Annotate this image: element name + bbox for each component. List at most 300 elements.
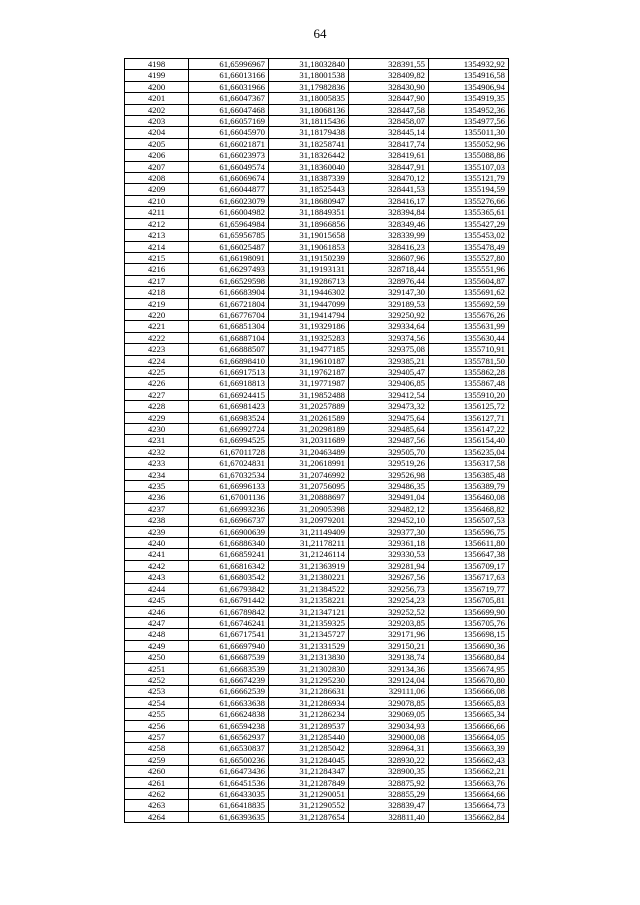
x-coordinate-cell: 329250,92 — [349, 309, 429, 320]
longitude-cell: 31,21287654 — [269, 811, 349, 822]
point-number-cell: 4227 — [125, 389, 189, 400]
table-row — [125, 800, 509, 811]
y-coordinate-cell: 1355121,79 — [429, 173, 509, 184]
point-number-cell: 4239 — [125, 526, 189, 537]
point-number-cell: 4225 — [125, 366, 189, 377]
point-number-cell: 4209 — [125, 184, 189, 195]
point-number-cell: 4246 — [125, 606, 189, 617]
latitude-cell: 61,66021871 — [189, 138, 269, 149]
x-coordinate-cell: 328445,14 — [349, 127, 429, 138]
y-coordinate-cell: 1356125,72 — [429, 401, 509, 412]
x-coordinate-cell: 328839,47 — [349, 800, 429, 811]
table-row — [125, 138, 509, 149]
point-number-cell: 4243 — [125, 572, 189, 583]
point-number-cell: 4256 — [125, 720, 189, 731]
longitude-cell: 31,19762187 — [269, 366, 349, 377]
point-number-cell: 4204 — [125, 127, 189, 138]
x-coordinate-cell: 328900,35 — [349, 766, 429, 777]
latitude-cell: 61,65996967 — [189, 59, 269, 70]
table-row — [125, 287, 509, 298]
longitude-cell: 31,18115436 — [269, 116, 349, 127]
point-number-cell: 4232 — [125, 446, 189, 457]
longitude-cell: 31,20257889 — [269, 401, 349, 412]
longitude-cell: 31,19771987 — [269, 378, 349, 389]
point-number-cell: 4223 — [125, 344, 189, 355]
latitude-cell: 61,66886340 — [189, 538, 269, 549]
latitude-cell: 61,66047367 — [189, 93, 269, 104]
latitude-cell: 61,66966737 — [189, 515, 269, 526]
longitude-cell: 31,20905398 — [269, 503, 349, 514]
x-coordinate-cell: 328447,91 — [349, 161, 429, 172]
longitude-cell: 31,21284347 — [269, 766, 349, 777]
point-number-cell: 4210 — [125, 195, 189, 206]
table-row — [125, 697, 509, 708]
table-row — [125, 766, 509, 777]
longitude-cell: 31,21358221 — [269, 595, 349, 606]
point-number-cell: 4199 — [125, 70, 189, 81]
table-row — [125, 389, 509, 400]
longitude-cell: 31,20311689 — [269, 435, 349, 446]
point-number-cell: 4219 — [125, 298, 189, 309]
longitude-cell: 31,21359325 — [269, 617, 349, 628]
point-number-cell: 4236 — [125, 492, 189, 503]
x-coordinate-cell: 328349,46 — [349, 218, 429, 229]
table-row — [125, 355, 509, 366]
y-coordinate-cell: 1356127,71 — [429, 412, 509, 423]
latitude-cell: 61,66662539 — [189, 686, 269, 697]
x-coordinate-cell: 329361,18 — [349, 538, 429, 549]
x-coordinate-cell: 329406,85 — [349, 378, 429, 389]
longitude-cell: 31,21290051 — [269, 789, 349, 800]
point-number-cell: 4216 — [125, 264, 189, 275]
point-number-cell: 4212 — [125, 218, 189, 229]
latitude-cell: 61,66687539 — [189, 652, 269, 663]
table-row — [125, 195, 509, 206]
y-coordinate-cell: 1356705,76 — [429, 617, 509, 628]
x-coordinate-cell: 328930,22 — [349, 754, 429, 765]
table-row — [125, 526, 509, 537]
latitude-cell: 61,65964984 — [189, 218, 269, 229]
table-row — [125, 674, 509, 685]
longitude-cell: 31,20298189 — [269, 424, 349, 435]
table-row — [125, 184, 509, 195]
point-number-cell: 4226 — [125, 378, 189, 389]
table-row — [125, 720, 509, 731]
latitude-cell: 61,66816342 — [189, 560, 269, 571]
x-coordinate-cell: 329334,64 — [349, 321, 429, 332]
longitude-cell: 31,19015658 — [269, 230, 349, 241]
latitude-cell: 61,66983524 — [189, 412, 269, 423]
latitude-cell: 61,66898410 — [189, 355, 269, 366]
longitude-cell: 31,21286234 — [269, 709, 349, 720]
table-row — [125, 515, 509, 526]
point-number-cell: 4263 — [125, 800, 189, 811]
table-row — [125, 161, 509, 172]
latitude-cell: 61,66697940 — [189, 640, 269, 651]
y-coordinate-cell: 1355781,50 — [429, 355, 509, 366]
longitude-cell: 31,19150239 — [269, 252, 349, 263]
latitude-cell: 61,66996133 — [189, 481, 269, 492]
table-row — [125, 435, 509, 446]
table-row — [125, 789, 509, 800]
table-row — [125, 640, 509, 651]
latitude-cell: 61,66025487 — [189, 241, 269, 252]
x-coordinate-cell: 328447,58 — [349, 104, 429, 115]
latitude-cell: 61,66917513 — [189, 366, 269, 377]
table-row — [125, 606, 509, 617]
y-coordinate-cell: 1354919,35 — [429, 93, 509, 104]
y-coordinate-cell: 1355107,03 — [429, 161, 509, 172]
point-number-cell: 4215 — [125, 252, 189, 263]
x-coordinate-cell: 328607,96 — [349, 252, 429, 263]
point-number-cell: 4254 — [125, 697, 189, 708]
longitude-cell: 31,18326442 — [269, 150, 349, 161]
x-coordinate-cell: 328419,61 — [349, 150, 429, 161]
y-coordinate-cell: 1356389,79 — [429, 481, 509, 492]
longitude-cell: 31,20756095 — [269, 481, 349, 492]
table-row — [125, 595, 509, 606]
point-number-cell: 4228 — [125, 401, 189, 412]
x-coordinate-cell: 328391,55 — [349, 59, 429, 70]
latitude-cell: 61,65956785 — [189, 230, 269, 241]
x-coordinate-cell: 328441,53 — [349, 184, 429, 195]
point-number-cell: 4237 — [125, 503, 189, 514]
page-number: 64 — [313, 26, 327, 41]
y-coordinate-cell: 1355052,96 — [429, 138, 509, 149]
point-number-cell: 4245 — [125, 595, 189, 606]
longitude-cell: 31,19610187 — [269, 355, 349, 366]
longitude-cell: 31,18387339 — [269, 173, 349, 184]
y-coordinate-cell: 1355910,20 — [429, 389, 509, 400]
y-coordinate-cell: 1356698,15 — [429, 629, 509, 640]
y-coordinate-cell: 1356663,76 — [429, 777, 509, 788]
latitude-cell: 61,66562937 — [189, 731, 269, 742]
y-coordinate-cell: 1354906,94 — [429, 81, 509, 92]
table-row — [125, 538, 509, 549]
latitude-cell: 61,67001136 — [189, 492, 269, 503]
x-coordinate-cell: 329267,56 — [349, 572, 429, 583]
y-coordinate-cell: 1356666,66 — [429, 720, 509, 731]
latitude-cell: 61,66433035 — [189, 789, 269, 800]
point-number-cell: 4220 — [125, 309, 189, 320]
longitude-cell: 31,21284045 — [269, 754, 349, 765]
table-row — [125, 150, 509, 161]
point-number-cell: 4200 — [125, 81, 189, 92]
table-row — [125, 446, 509, 457]
latitude-cell: 61,66918813 — [189, 378, 269, 389]
y-coordinate-cell: 1356699,90 — [429, 606, 509, 617]
latitude-cell: 61,66888507 — [189, 344, 269, 355]
x-coordinate-cell: 329482,12 — [349, 503, 429, 514]
longitude-cell: 31,20618991 — [269, 458, 349, 469]
latitude-cell: 61,66717541 — [189, 629, 269, 640]
table-row — [125, 754, 509, 765]
latitude-cell: 61,67032534 — [189, 469, 269, 480]
point-number-cell: 4233 — [125, 458, 189, 469]
longitude-cell: 31,20979201 — [269, 515, 349, 526]
longitude-cell: 31,21285440 — [269, 731, 349, 742]
longitude-cell: 31,19325283 — [269, 332, 349, 343]
longitude-cell: 31,21149409 — [269, 526, 349, 537]
table-row — [125, 709, 509, 720]
y-coordinate-cell: 1355676,26 — [429, 309, 509, 320]
y-coordinate-cell: 1355527,80 — [429, 252, 509, 263]
y-coordinate-cell: 1356147,22 — [429, 424, 509, 435]
x-coordinate-cell: 329281,94 — [349, 560, 429, 571]
x-coordinate-cell: 328447,90 — [349, 93, 429, 104]
longitude-cell: 31,21313830 — [269, 652, 349, 663]
y-coordinate-cell: 1354932,92 — [429, 59, 509, 70]
longitude-cell: 31,21285042 — [269, 743, 349, 754]
point-number-cell: 4238 — [125, 515, 189, 526]
longitude-cell: 31,20463489 — [269, 446, 349, 457]
point-number-cell: 4261 — [125, 777, 189, 788]
x-coordinate-cell: 329134,36 — [349, 663, 429, 674]
point-number-cell: 4248 — [125, 629, 189, 640]
x-coordinate-cell: 328339,99 — [349, 230, 429, 241]
y-coordinate-cell: 1356709,17 — [429, 560, 509, 571]
x-coordinate-cell: 329124,04 — [349, 674, 429, 685]
latitude-cell: 61,66791442 — [189, 595, 269, 606]
x-coordinate-cell: 328458,07 — [349, 116, 429, 127]
point-number-cell: 4206 — [125, 150, 189, 161]
longitude-cell: 31,19852488 — [269, 389, 349, 400]
y-coordinate-cell: 1355630,44 — [429, 332, 509, 343]
y-coordinate-cell: 1354916,58 — [429, 70, 509, 81]
point-number-cell: 4264 — [125, 811, 189, 822]
x-coordinate-cell: 329189,53 — [349, 298, 429, 309]
x-coordinate-cell: 328394,84 — [349, 207, 429, 218]
table-row — [125, 298, 509, 309]
y-coordinate-cell: 1355710,91 — [429, 344, 509, 355]
table-row — [125, 811, 509, 822]
longitude-cell: 31,19061853 — [269, 241, 349, 252]
longitude-cell: 31,19286713 — [269, 275, 349, 286]
latitude-cell: 61,66994525 — [189, 435, 269, 446]
point-number-cell: 4198 — [125, 59, 189, 70]
x-coordinate-cell: 328417,74 — [349, 138, 429, 149]
point-number-cell: 4241 — [125, 549, 189, 560]
table-row — [125, 583, 509, 594]
point-number-cell: 4222 — [125, 332, 189, 343]
latitude-cell: 61,66500236 — [189, 754, 269, 765]
point-number-cell: 4208 — [125, 173, 189, 184]
point-number-cell: 4234 — [125, 469, 189, 480]
table-row — [125, 549, 509, 560]
table-row — [125, 230, 509, 241]
longitude-cell: 31,18525443 — [269, 184, 349, 195]
y-coordinate-cell: 1356468,82 — [429, 503, 509, 514]
longitude-cell: 31,21246114 — [269, 549, 349, 560]
longitude-cell: 31,18032840 — [269, 59, 349, 70]
latitude-cell: 61,66031966 — [189, 81, 269, 92]
latitude-cell: 61,66624838 — [189, 709, 269, 720]
x-coordinate-cell: 329473,32 — [349, 401, 429, 412]
table-row — [125, 560, 509, 571]
y-coordinate-cell: 1356235,04 — [429, 446, 509, 457]
table-row — [125, 412, 509, 423]
y-coordinate-cell: 1356670,80 — [429, 674, 509, 685]
table-row — [125, 378, 509, 389]
table-row — [125, 572, 509, 583]
longitude-cell: 31,21289537 — [269, 720, 349, 731]
longitude-cell: 31,18849351 — [269, 207, 349, 218]
coordinates-table — [124, 58, 509, 823]
y-coordinate-cell: 1356664,05 — [429, 731, 509, 742]
point-number-cell: 4247 — [125, 617, 189, 628]
longitude-cell: 31,21363919 — [269, 560, 349, 571]
longitude-cell: 31,21380221 — [269, 572, 349, 583]
table-row — [125, 617, 509, 628]
point-number-cell: 4221 — [125, 321, 189, 332]
x-coordinate-cell: 329203,85 — [349, 617, 429, 628]
point-number-cell: 4203 — [125, 116, 189, 127]
table-row — [125, 321, 509, 332]
x-coordinate-cell: 329475,64 — [349, 412, 429, 423]
point-number-cell: 4251 — [125, 663, 189, 674]
x-coordinate-cell: 329486,35 — [349, 481, 429, 492]
point-number-cell: 4250 — [125, 652, 189, 663]
y-coordinate-cell: 1355691,62 — [429, 287, 509, 298]
longitude-cell: 31,20888697 — [269, 492, 349, 503]
longitude-cell: 31,19477185 — [269, 344, 349, 355]
y-coordinate-cell: 1356664,73 — [429, 800, 509, 811]
table-row — [125, 252, 509, 263]
y-coordinate-cell: 1354952,36 — [429, 104, 509, 115]
latitude-cell: 61,66981423 — [189, 401, 269, 412]
x-coordinate-cell: 329138,74 — [349, 652, 429, 663]
x-coordinate-cell: 329111,06 — [349, 686, 429, 697]
table-row — [125, 401, 509, 412]
table-row — [125, 81, 509, 92]
latitude-cell: 61,66049574 — [189, 161, 269, 172]
table-row — [125, 731, 509, 742]
y-coordinate-cell: 1355276,66 — [429, 195, 509, 206]
table-row — [125, 127, 509, 138]
x-coordinate-cell: 329150,21 — [349, 640, 429, 651]
x-coordinate-cell: 329485,64 — [349, 424, 429, 435]
latitude-cell: 61,66674239 — [189, 674, 269, 685]
x-coordinate-cell: 329377,30 — [349, 526, 429, 537]
point-number-cell: 4224 — [125, 355, 189, 366]
table-row — [125, 458, 509, 469]
y-coordinate-cell: 1356665,83 — [429, 697, 509, 708]
longitude-cell: 31,19329186 — [269, 321, 349, 332]
latitude-cell: 61,66992724 — [189, 424, 269, 435]
table-row — [125, 116, 509, 127]
x-coordinate-cell: 329171,96 — [349, 629, 429, 640]
latitude-cell: 61,66683539 — [189, 663, 269, 674]
coordinates-table-body — [125, 59, 509, 823]
point-number-cell: 4217 — [125, 275, 189, 286]
latitude-cell: 61,66633638 — [189, 697, 269, 708]
x-coordinate-cell: 329412,54 — [349, 389, 429, 400]
point-number-cell: 4205 — [125, 138, 189, 149]
latitude-cell: 61,66776704 — [189, 309, 269, 320]
x-coordinate-cell: 328409,82 — [349, 70, 429, 81]
point-number-cell: 4257 — [125, 731, 189, 742]
latitude-cell: 61,66069674 — [189, 173, 269, 184]
y-coordinate-cell: 1355604,87 — [429, 275, 509, 286]
table-row — [125, 332, 509, 343]
y-coordinate-cell: 1355867,48 — [429, 378, 509, 389]
latitude-cell: 61,66045970 — [189, 127, 269, 138]
y-coordinate-cell: 1356460,08 — [429, 492, 509, 503]
point-number-cell: 4213 — [125, 230, 189, 241]
x-coordinate-cell: 329505,70 — [349, 446, 429, 457]
point-number-cell: 4258 — [125, 743, 189, 754]
x-coordinate-cell: 329252,52 — [349, 606, 429, 617]
longitude-cell: 31,18360040 — [269, 161, 349, 172]
x-coordinate-cell: 329069,05 — [349, 709, 429, 720]
longitude-cell: 31,21345727 — [269, 629, 349, 640]
latitude-cell: 61,66789842 — [189, 606, 269, 617]
longitude-cell: 31,18068136 — [269, 104, 349, 115]
point-number-cell: 4255 — [125, 709, 189, 720]
y-coordinate-cell: 1355862,28 — [429, 366, 509, 377]
point-number-cell: 4259 — [125, 754, 189, 765]
x-coordinate-cell: 329078,85 — [349, 697, 429, 708]
longitude-cell: 31,18680947 — [269, 195, 349, 206]
x-coordinate-cell: 328470,12 — [349, 173, 429, 184]
latitude-cell: 61,66393635 — [189, 811, 269, 822]
longitude-cell: 31,18179438 — [269, 127, 349, 138]
point-number-cell: 4253 — [125, 686, 189, 697]
longitude-cell: 31,21178211 — [269, 538, 349, 549]
table-row — [125, 264, 509, 275]
table-row — [125, 629, 509, 640]
x-coordinate-cell: 329452,10 — [349, 515, 429, 526]
table-row — [125, 492, 509, 503]
point-number-cell: 4252 — [125, 674, 189, 685]
point-number-cell: 4260 — [125, 766, 189, 777]
latitude-cell: 61,66793842 — [189, 583, 269, 594]
y-coordinate-cell: 1355453,02 — [429, 230, 509, 241]
longitude-cell: 31,18966856 — [269, 218, 349, 229]
y-coordinate-cell: 1356666,08 — [429, 686, 509, 697]
table-row — [125, 218, 509, 229]
x-coordinate-cell: 328416,23 — [349, 241, 429, 252]
point-number-cell: 4244 — [125, 583, 189, 594]
longitude-cell: 31,20261589 — [269, 412, 349, 423]
table-row — [125, 366, 509, 377]
x-coordinate-cell: 328718,44 — [349, 264, 429, 275]
x-coordinate-cell: 328430,90 — [349, 81, 429, 92]
x-coordinate-cell: 329374,56 — [349, 332, 429, 343]
x-coordinate-cell: 328416,17 — [349, 195, 429, 206]
point-number-cell: 4229 — [125, 412, 189, 423]
table-row — [125, 104, 509, 115]
x-coordinate-cell: 329254,23 — [349, 595, 429, 606]
x-coordinate-cell: 329385,21 — [349, 355, 429, 366]
latitude-cell: 61,66900639 — [189, 526, 269, 537]
y-coordinate-cell: 1356674,95 — [429, 663, 509, 674]
table-row — [125, 424, 509, 435]
longitude-cell: 31,19414794 — [269, 309, 349, 320]
table-row — [125, 469, 509, 480]
latitude-cell: 61,66418835 — [189, 800, 269, 811]
latitude-cell: 61,66683904 — [189, 287, 269, 298]
y-coordinate-cell: 1355011,30 — [429, 127, 509, 138]
table-row — [125, 663, 509, 674]
longitude-cell: 31,19446302 — [269, 287, 349, 298]
x-coordinate-cell: 329256,73 — [349, 583, 429, 594]
point-number-cell: 4262 — [125, 789, 189, 800]
longitude-cell: 31,18001538 — [269, 70, 349, 81]
point-number-cell: 4211 — [125, 207, 189, 218]
point-number-cell: 4235 — [125, 481, 189, 492]
y-coordinate-cell: 1355088,86 — [429, 150, 509, 161]
